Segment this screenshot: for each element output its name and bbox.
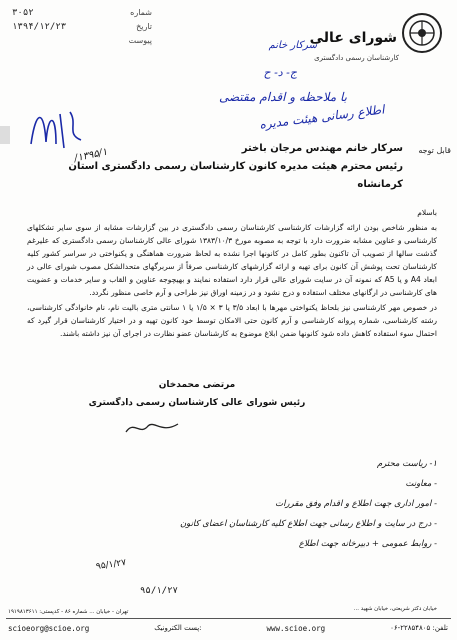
footer-email: scioeorg@scioe.org (8, 624, 90, 633)
handwriting-line-1: سرکار خانم (268, 40, 317, 51)
signer-title: رئیس شورای عالی کارشناسان رسمی دادگستری (88, 398, 306, 408)
handwriting-line-2: ج- د- ح (263, 66, 297, 79)
referral-line-4: - درج در سایت و اطلاع رسانی جهت اطلاع کلیه کارشناسان اعضای کانون (179, 519, 437, 529)
footer-website: www.scioe.org (266, 624, 326, 633)
council-name: شورای عالی (309, 30, 397, 46)
footer-address: تهران - خیابان ... شماره ۸۶ - کدپستی: ۱۹۱۹۸۱۳۶۱۱ (8, 609, 129, 615)
referral-line-1: ۱- ریاست محترم (377, 459, 437, 469)
footer-divider (6, 618, 451, 619)
footer-contacts (8, 624, 448, 633)
attachment-label: پیوست (128, 36, 152, 45)
body-paragraph-2: در خصوص مهر کارشناسی نیز بلحاظ یکنواختی مهرها با ابعاد ۳/۵ یا ۳ × ۱/۵ یا ۱ سانتی متری بالیت نام، نام خانوادگی کارشناسی، رشته کارشناسی، شماره پروانه کارشناسی و آرم کانون حتی الامکان توسط خود کانون تهیه و در اختیار کارشناسان قرار گیرد که احتمال سوء استفاده کاهش داده شود کانونها ضمن ابلاغ موضوع به کارشناسان عضو نظارت در اجرای آن نیز داشته باشند. (27, 303, 437, 338)
edge-mark (0, 126, 10, 144)
referral-date-2: ۹۵/۱/۲۷ (140, 586, 178, 596)
signature-scribble (122, 418, 182, 438)
date-label: تاریخ (136, 22, 152, 31)
referral-date: ۹۵/۱/۲۷ (95, 557, 127, 573)
recipient-block (63, 140, 403, 194)
footer-email-label: پست الکترونیک: (154, 624, 202, 632)
footer-address-top: خیابان دکتر شریعتی، خیابان شهید ... (353, 606, 437, 612)
date-value: ۱۳۹۴/۱۲/۲۳ (12, 22, 67, 32)
handwriting-line-3: با ملاحظه و اقدام مقتضی (219, 90, 347, 104)
letter-body (27, 206, 437, 342)
referral-line-2: - معاونت (405, 479, 437, 489)
council-subtitle: کارشناسان رسمی دادگستری (314, 54, 399, 62)
recipient-title: رئیس محترم هیئت مدیره کانون کارشناسان رسمی دادگستری استان کرمانشاه (68, 161, 403, 190)
body-paragraph-1: به منظور شاخص بودن ارائه گزارشات کارشناسی کارشناسان رسمی دادگستری در بین گزارشات مشابه از سوی سایر تشکلهای کارشناسی و عناوین مشابه ضرورت دارد با توجه به مصوبه مورخ ۱۳۸۳/۱۰/۳ شورای عالی کارشناسان رسمی دادگستری که علیرغم گذشت سالها از تصویب آن تاکنون بطور کامل در کانونها اجرا نشده به لحاظ ضرورت هماهنگی و یکنواختی در سراسر کشور کلیه کارشناسان تحت پوشش آن کانون برای تهیه و ارائه گزارشهای کارشناسی صرفاً از سربرگهای متحدالشکل مصوب شورای عالی در ابعاد A4 و یا A5 که نمونه آن در سایت شورای عالی قرار دارد استفاده نمایند و بهیچوجه عناوین و القاب و سایر خدمات و عضویت های کارشناسی در ارگانهای مختلف استفاده و درج نشود و در زمینه اوراق نیز طراحی و آرم خاصی منظور نگردد. (27, 223, 438, 297)
number-row (12, 8, 152, 18)
number-value: ۳۰۵۲ (12, 8, 34, 18)
signature-block (82, 376, 312, 412)
footer (0, 600, 457, 640)
greeting: باسلام (417, 208, 437, 217)
handwriting-line-4: اطلاع رسانی هیئت مدیره (258, 102, 386, 132)
footer-phone: تلفن: ۲۲۸۵۴۸۰۵-۰۶ (390, 624, 448, 632)
signer-name: مرتضی محمدخان (158, 380, 236, 390)
referral-line-3: - امور اداری جهت اطلاع و اقدام وفق مقررات (275, 499, 437, 509)
letter-meta (12, 8, 152, 49)
letterhead (307, 6, 447, 94)
recipient-name: سرکار خانم مهندس مرجان باختر (241, 143, 403, 154)
number-label: شماره (130, 8, 152, 17)
emblem-icon (401, 12, 443, 54)
attachment-row (12, 36, 152, 45)
handwritten-referrals (57, 454, 437, 554)
date-row (12, 22, 152, 32)
referral-line-5: - روابط عمومی + دبیرخانه جهت اطلاع (298, 539, 437, 549)
margin-note: قابل توجه (418, 146, 451, 155)
handwritten-date: ۱۳۹۵/۱/ (73, 146, 109, 165)
